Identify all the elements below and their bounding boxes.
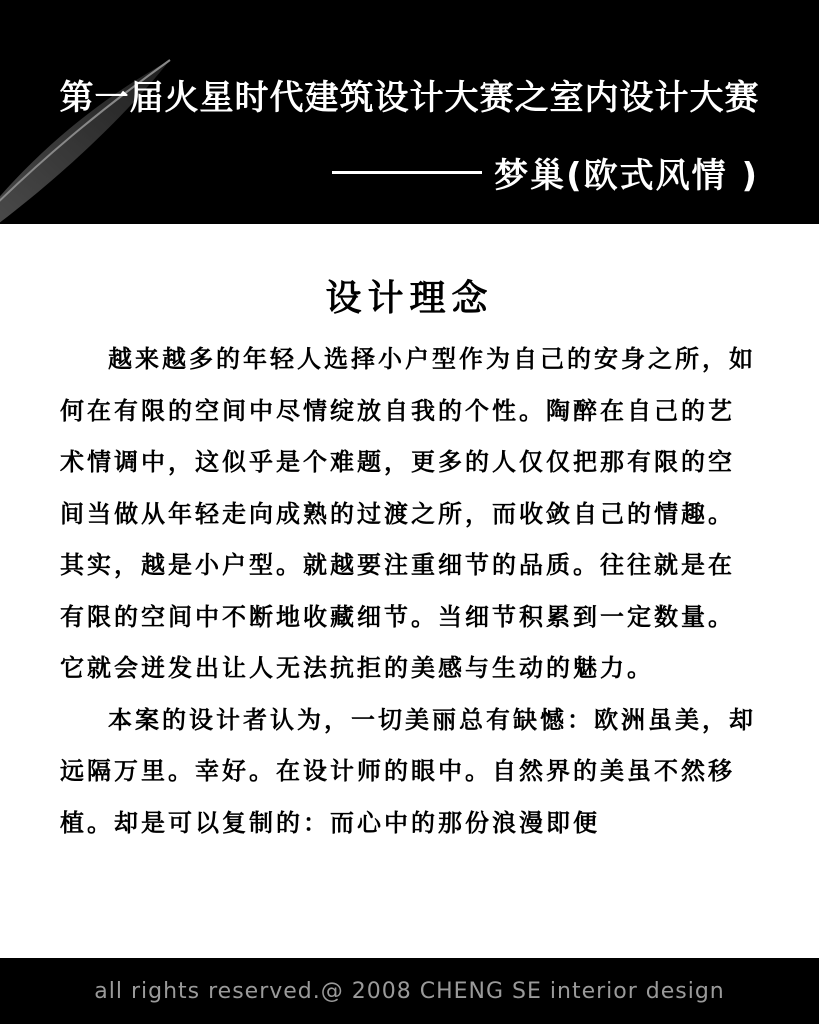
page-subtitle: 梦巢(欧式风情 ) [494,155,759,196]
dash-line [332,171,482,174]
concept-paragraph-1: 越来越多的年轻人选择小户型作为自己的安身之所，如何在有限的空间中尽情绽放自我的个性。陶醉在自己的艺术情调中，这似乎是个难题，更多的人仅仅把那有限的空间当做从年轻走向成熟的过渡之所，而收敛自己的情趣。其实，越是小户型。就越要注重细节的品质。往往就是在有限的空间中不断地收藏细节。当细节积累到一定数量。它就会迸发出让人无法抗拒的美感与生动的魅力。 [60,345,756,682]
footer-bar [0,958,819,1024]
concept-heading: 设计理念 [325,278,494,319]
subtitle-row [332,150,759,194]
copyright-text: all rights reserved.@ 2008 CHENG SE interior design [94,978,725,1004]
header-banner [0,0,819,224]
feather-icon [0,20,180,224]
concept-paragraph-2: 本案的设计者认为，一切美丽总有缺憾：欧洲虽美，却远隔万里。幸好。在设计师的眼中。自然界的美虽不然移植。却是可以复制的：而心中的那份浪漫即便 [60,705,756,837]
page-title: 第一届火星时代建筑设计大赛之室内设计大赛 [59,78,760,118]
concept-body [60,334,760,849]
